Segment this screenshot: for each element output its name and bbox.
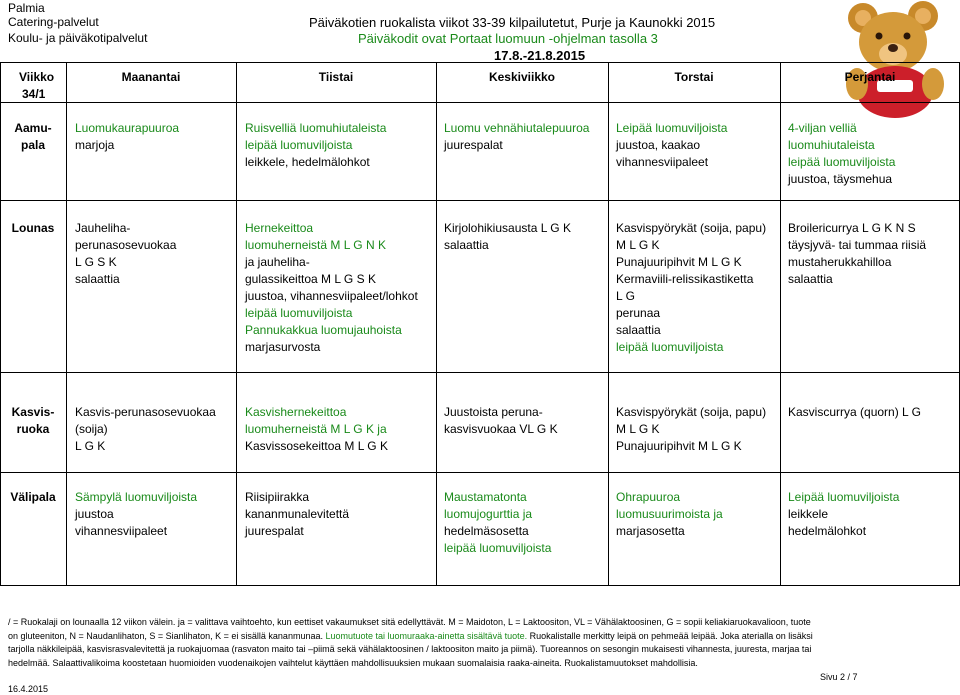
menu-cell-breakfast-friday	[788, 120, 895, 188]
menu-item: Kasvispyörykät (soija, papu)	[616, 405, 767, 419]
teddy-bear-mascot-icon	[835, 0, 955, 118]
menu-item: Kirjolohikiusausta L G K	[444, 221, 571, 235]
organic-menu-item: leipää luomuviljoista	[245, 306, 353, 320]
row-label-lunch	[0, 220, 66, 237]
menu-dates: 17.8.-21.8.2015	[494, 48, 586, 63]
col-divider-4	[608, 62, 609, 585]
header-segment: Koulu- ja päiväkotipalvelut	[8, 31, 148, 45]
day-header-wednesday: Keskiviikko	[488, 70, 556, 84]
organic-menu-item: leipää luomuviljoista	[788, 155, 896, 169]
header-unit: Catering-palvelut	[8, 15, 99, 29]
lunch-row-border	[0, 372, 960, 373]
organic-menu-item: leipää luomuviljoista	[245, 138, 353, 152]
menu-item: gulassikeittoa M L G S K	[245, 272, 376, 286]
day-header-friday: Perjantai	[844, 70, 896, 84]
row-label-line: ruoka	[16, 422, 50, 436]
menu-item: salaattia	[444, 238, 489, 252]
menu-cell-vegetarian-tuesday	[245, 404, 388, 455]
row-label-breakfast	[0, 120, 66, 154]
footer-line-2a: on gluteeniton, N = Naudanlihaton, S = Sianlihaton, K = ei sisällä kananmunaa.	[8, 630, 326, 641]
row-label-snack	[0, 489, 66, 506]
menu-title: Päiväkotien ruokalista viikot 33-39 kilpailutetut, Purje ja Kaunokki 2015	[309, 15, 716, 30]
col-divider-1	[66, 62, 67, 585]
menu-item: kananmunalevitettä	[245, 507, 350, 521]
menu-item: Juustoista peruna-	[444, 405, 543, 419]
menu-item: L G S K	[75, 255, 117, 269]
footer-line-4: hedelmää. Salaattivalikoima koostetaan huomioiden vuodenaikojen vaihtelut käyttäen mahdollisuuksien mukaan suomalaisia raaka-aineita. Ruokalistamuutokset mahdollisia.	[8, 657, 698, 668]
footer-line-3: tarjolla näkkileipää, kasvisrasvalevitettä ja ruokajuomaa (rasvaton maito tai –piimä sekä vähälaktoosinen / laktoositon maito ja piimä). Tuoreannos on sesongin mukaisesti vihannesta, juuresta, marjaa tai	[8, 644, 812, 654]
menu-item: Punajuuripihvit M L G K	[616, 255, 742, 269]
menu-item: Riisipiirakka	[245, 490, 310, 504]
footer-notes	[8, 616, 954, 670]
menu-item: hedelmäsosetta	[444, 524, 529, 538]
organic-menu-item: leipää luomuviljoista	[444, 541, 552, 555]
menu-item: Broilericurrya L G K N S	[788, 221, 916, 235]
organic-menu-item: luomusuurimoista ja	[616, 507, 723, 521]
week-number: 34/1	[22, 87, 46, 101]
header-org: Palmia	[8, 1, 45, 15]
menu-cell-breakfast-thursday	[616, 120, 727, 171]
breakfast-row-border	[0, 200, 960, 201]
organic-menu-item: Pannukakkua luomujauhoista	[245, 323, 402, 337]
menu-item: Jauheliha-	[75, 221, 131, 235]
row-label-line: pala	[20, 138, 45, 152]
row-label-line: Aamu-	[14, 121, 52, 135]
menu-item: M L G K	[616, 238, 660, 252]
snack-row-border	[0, 585, 960, 586]
menu-cell-snack-monday	[75, 489, 197, 540]
row-label-vegetarian	[0, 404, 66, 438]
menu-item: juurespalat	[245, 524, 304, 538]
menu-item: juustoa, kaakao	[616, 138, 701, 152]
menu-cell-snack-wednesday	[444, 489, 551, 557]
menu-cell-vegetarian-friday	[788, 404, 921, 421]
menu-cell-breakfast-monday	[75, 120, 179, 154]
row-label-line: Kasvis-	[11, 405, 55, 419]
vegetarian-row-border	[0, 472, 960, 473]
col-divider-5	[780, 62, 781, 585]
menu-item: Kermaviili-relissikastiketta	[616, 272, 754, 286]
organic-menu-item: 4-viljan velliä	[788, 121, 857, 135]
menu-cell-lunch-thursday	[616, 220, 766, 356]
organic-menu-item: Maustamatonta	[444, 490, 527, 504]
menu-item: leikkele, hedelmälohkot	[245, 155, 370, 169]
menu-item: kasvisvuokaa VL G K	[444, 422, 558, 436]
menu-item: Punajuuripihvit M L G K	[616, 439, 742, 453]
menu-item: hedelmälohkot	[788, 524, 867, 538]
menu-item: Kasvis-perunasosevuokaa	[75, 405, 216, 419]
organic-menu-item: Sämpylä luomuviljoista	[75, 490, 198, 504]
menu-cell-vegetarian-monday	[75, 404, 216, 455]
menu-item: L G K	[75, 439, 106, 453]
table-top-border	[0, 62, 960, 63]
menu-cell-lunch-monday	[75, 220, 176, 288]
document-date: 16.4.2015	[8, 684, 49, 694]
footer-line-2	[8, 630, 954, 644]
menu-cell-vegetarian-wednesday	[444, 404, 558, 438]
footer-line-1: / = Ruokalaji on lounaalla 12 viikon välein. ja = valittava vaihtoehto, kun eettiset vakaumukset sitä edellyttävät. M = Maidoton, L = Laktoositon, VL = Vähälaktoosinen, G = sopii keliakiaruokavalioon, tuote	[8, 617, 811, 627]
menu-item: L G	[616, 289, 635, 303]
day-header-monday: Maanantai	[121, 70, 181, 84]
menu-item: marjasurvosta	[245, 340, 321, 354]
organic-menu-item: Leipää luomuviljoista	[788, 490, 900, 504]
menu-cell-lunch-tuesday	[245, 220, 418, 356]
menu-cell-breakfast-wednesday	[444, 120, 589, 154]
menu-item: juurespalat	[444, 138, 503, 152]
menu-item: marjoja	[75, 138, 115, 152]
header-row-border	[0, 102, 960, 103]
menu-item: juustoa, täysmehua	[788, 172, 893, 186]
footer-organic-note: Luomutuote tai luomuraaka-ainetta sisältävä tuote.	[325, 630, 528, 641]
menu-item: salaattia	[616, 323, 661, 337]
organic-menu-item: Ruisvelliä luomuhiutaleista	[245, 121, 387, 135]
menu-item: Kasvissosekeittoa M L G K	[245, 439, 388, 453]
menu-cell-lunch-friday	[788, 220, 926, 288]
organic-menu-item: luomuherneistä M L G N K	[245, 238, 386, 252]
menu-item: juustoa	[75, 507, 114, 521]
row-label-line: Lounas	[11, 221, 55, 235]
menu-cell-snack-friday	[788, 489, 899, 540]
page-number: Sivu 2 / 7	[820, 672, 858, 682]
organic-menu-item: Kasvishernekeittoa	[245, 405, 347, 419]
organic-menu-item: luomuhiutaleista	[788, 138, 875, 152]
menu-item: perunasosevuokaa	[75, 238, 177, 252]
col-divider-2	[236, 62, 237, 585]
menu-item: salaattia	[788, 272, 833, 286]
col-divider-3	[436, 62, 437, 585]
menu-item: mustaherukkahilloa	[788, 255, 892, 269]
menu-item: täysjyvä- tai tummaa riisiä	[788, 238, 927, 252]
menu-item: marjasosetta	[616, 524, 685, 538]
menu-item: Kasvispyörykät (soija, papu)	[616, 221, 767, 235]
organic-menu-item: Hernekeittoa	[245, 221, 314, 235]
menu-item: juustoa, vihannesviipaleet/lohkot	[245, 289, 418, 303]
menu-item: M L G K	[616, 422, 660, 436]
menu-item: ja jauheliha-	[245, 255, 310, 269]
organic-menu-item: leipää luomuviljoista	[616, 340, 724, 354]
menu-item: (soija)	[75, 422, 108, 436]
menu-cell-lunch-wednesday	[444, 220, 571, 254]
menu-item: vihannesviipaleet	[75, 524, 168, 538]
menu-item: vihannesviipaleet	[616, 155, 709, 169]
menu-item: Kasviscurrya (quorn) L G	[788, 405, 921, 419]
menu-item: perunaa	[616, 306, 661, 320]
menu-subtitle: Päiväkodit ovat Portaat luomuun -ohjelman tasolla 3	[358, 31, 658, 46]
organic-menu-item: Ohrapuuroa	[616, 490, 681, 504]
menu-item: salaattia	[75, 272, 120, 286]
organic-menu-item: Luomu vehnähiutalepuuroa	[444, 121, 590, 135]
menu-item: leikkele	[788, 507, 829, 521]
menu-cell-snack-tuesday	[245, 489, 349, 540]
menu-cell-breakfast-tuesday	[245, 120, 386, 171]
menu-cell-snack-thursday	[616, 489, 723, 540]
organic-menu-item: luomuherneistä M L G K ja	[245, 422, 387, 436]
menu-cell-vegetarian-thursday	[616, 404, 766, 455]
row-label-line: Välipala	[10, 490, 56, 504]
organic-menu-item: luomujogurttia ja	[444, 507, 533, 521]
organic-menu-item: Leipää luomuviljoista	[616, 121, 728, 135]
organic-menu-item: Luomukaurapuuroa	[75, 121, 180, 135]
day-header-tuesday: Tiistai	[318, 70, 354, 84]
footer-line-2c: Ruokalistalle merkitty leipä on pehmeää leipää. Joka aterialla on lisäksi	[527, 630, 813, 641]
day-header-thursday: Torstai	[674, 70, 714, 84]
week-label: Viikko	[19, 70, 55, 84]
